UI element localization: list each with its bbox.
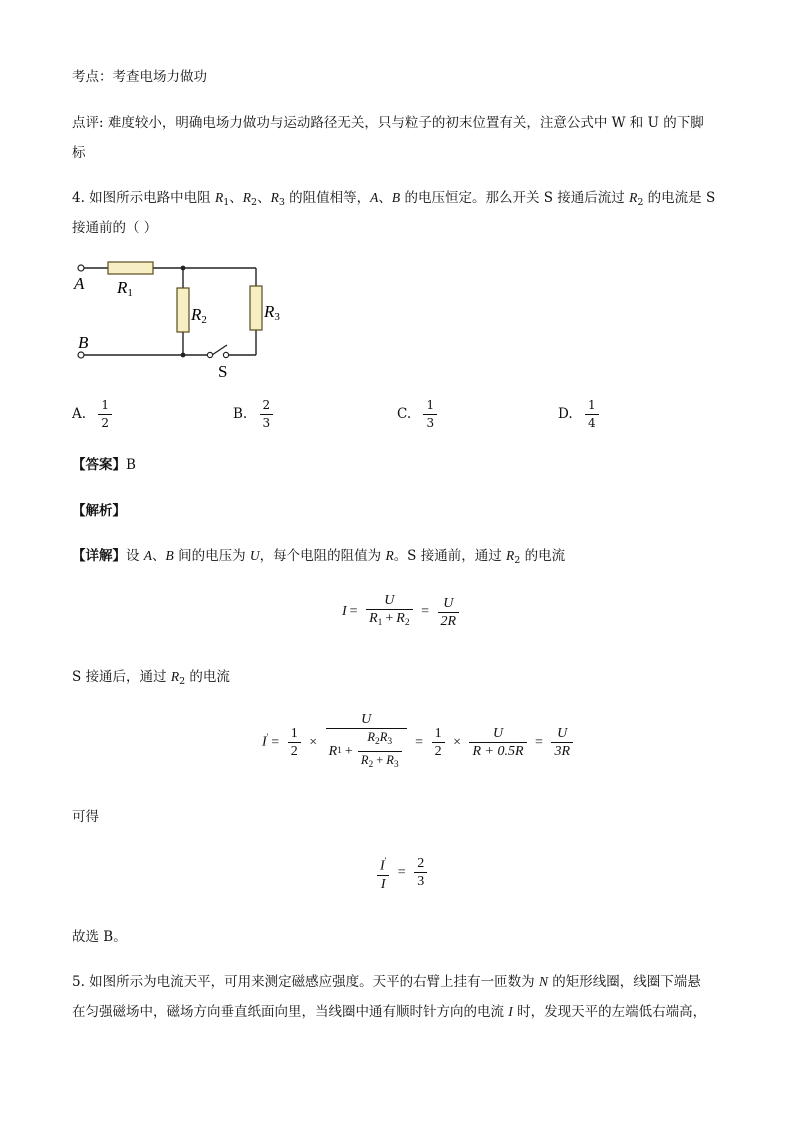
kede-line: 可得	[72, 809, 99, 825]
question-5-line-1: 5. 如图所示为电流天平，可用来测定磁感应强度。天平的右臂上挂有一匝数为 N 的矩形线圈，线圈下端悬	[72, 974, 701, 990]
question-4-line-1: 4. 如图所示电路中电阻 $R_1$、$R_2$、$R_3$ 的阻值相等，A、B 的电压恒定。那么开关 S 接通后流过 $R_2$ 的电流是 S	[72, 190, 716, 208]
equation-2: I' = $\frac{1}{2}$ × U R 1 + $\frac{R_2R_3}{R_2 + R_3}$ = $\frac{1}{2}$ × $\frac{U}{R + 0.5R}$ = $\frac{U}{3R}$	[262, 711, 575, 774]
label-s: S	[218, 362, 228, 381]
switch-contact-left	[207, 352, 212, 357]
after-switch-line: S 接通后，通过 $R_2$ 的电流	[72, 669, 230, 687]
resistor-r1	[108, 262, 153, 274]
resistor-r3	[250, 286, 262, 330]
switch-contact-right	[223, 352, 228, 357]
terminal-a	[78, 265, 84, 271]
question-4-line-2: 接通前的（ ）	[72, 220, 158, 236]
terminal-b	[78, 352, 84, 358]
junction-bottom	[181, 353, 186, 358]
label-b: B	[78, 333, 89, 352]
equation-1: I = $\frac{U}{R_1 + R_2}$ = $\frac{U}{2R}$	[342, 592, 461, 632]
option-c[interactable]: C. $\frac{1}{3}$	[397, 397, 439, 432]
dianping-line-1: 点评: 难度较小，明确电场力做功与运动路径无关，只与粒子的初末位置有关，注意公式中 W 和 U 的下脚	[72, 115, 704, 131]
analysis-label: 【解析】	[72, 503, 126, 519]
dianping-line-2: 标	[72, 145, 86, 161]
junction-top	[181, 266, 186, 271]
kaodian-line: 考点：考查电场力做功	[72, 69, 207, 85]
label-r2: R2	[191, 305, 207, 326]
option-b[interactable]: B. $\frac{2}{3}$	[233, 397, 275, 432]
label-a: A	[74, 274, 85, 293]
equation-3: $\frac{I'}{I}$ = $\frac{2}{3}$	[375, 853, 429, 893]
detail-line: 【详解】设 A、B 间的电压为 U，每个电阻的阻值为 R。S 接通前，通过 $R_2$ 的电流	[72, 548, 566, 566]
label-r3: R3	[264, 302, 280, 323]
question-5-line-2: 在匀强磁场中，磁场方向垂直纸面向里，当线圈中通有顺时针方向的电流 I 时，发现天平的左端低右端高，	[72, 1004, 707, 1020]
option-d[interactable]: D. $\frac{1}{4}$	[558, 397, 601, 432]
option-a[interactable]: A. $\frac{1}{2}$	[72, 397, 114, 432]
resistor-r2	[177, 288, 189, 332]
circuit-diagram	[60, 250, 310, 385]
label-r1: R1	[117, 278, 133, 299]
answer-line: 【答案】B	[72, 457, 136, 473]
guxuan-line: 故选 B。	[72, 929, 127, 945]
